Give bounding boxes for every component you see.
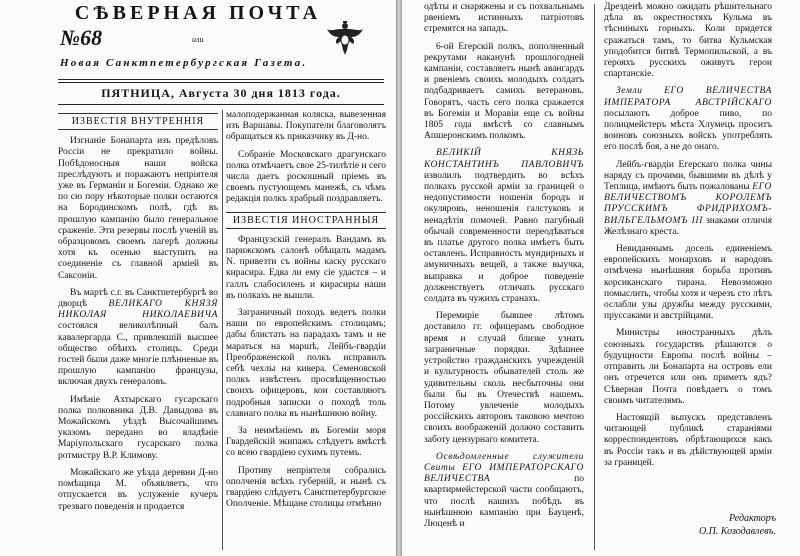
article-paragraph: Имѣніе Ахтырскаго гусарскаго полка полковника Д.В. Давыдова въ Можайскомъ уѣздѣ Высочайшимъ указомъ передано во владѣніе Маріупольскаго гусарскаго полка ротмистру В.Р. Климову.: [58, 394, 218, 461]
article-paragraph: Заграничный походъ ведетъ полки наши по европейскимъ столицамъ; дабы блистать на парадахъ тамъ и не мараться на маршѣ, Лейбъ-гвардіи Преображенской полкъ исправилъ себѣ чехлы на кивера. Семеновской полкъ извѣстенъ просвѣщенностью своихъ офицеровъ, кои составляютъ подробныя записки о походѣ толь славнаго полка въ нынѣшнюю войну.: [226, 308, 386, 419]
article-paragraph: Лейбъ-гвардіи Егерскаго полка чины наряду съ прочими, бывшими въ дѣлѣ у Теплица, имѣютъ быть пожалованы ЕГО ВЕЛИЧЕСТВОМЪ КОРОЛЕМЪ ПРУССКИМЪ ФРИДРИХОМЪ-ВИЛЬГЕЛЬМОМЪ III знаками отличія Желѣзнаго креста.: [604, 159, 773, 237]
article-paragraph: Собраніе Московскаго драгунскаго полка отмѣчаетъ свое 25-тилѣтіе и сего числа даетъ роскошный пріемъ въ своемъ пустующемъ манежѣ, съ чѣмъ редакція полкъ храбрый поздравляетъ.: [226, 149, 386, 205]
article-paragraph: Дрезденѣ можно ожидать рѣшительнаго дѣла въ окрестностяхъ Кульма въ тѣсниныхъ горныхъ. Коли придется сражаться тамъ, то битва Кульмская уподобится битвѣ Термопильской, а въ герояхъ русскихъ оживутъ герои спартанскіе.: [604, 2, 772, 80]
issue-date: ПЯТНИЦА, Августа 30 дня 1813 года.: [101, 86, 341, 100]
title-conjunction: или: [192, 35, 204, 44]
column-divider: [222, 110, 223, 550]
article-paragraph: одѣты и снаряжены и съ похвальнымъ рвеніемъ истинныхъ патріотовъ стремятся на западъ.: [424, 2, 584, 35]
left-column-1: [58, 110, 218, 519]
article-paragraph: Французскій генералъ Вандамъ въ парижскомъ салонѣ обѣщалъ мадамъ N. привезти съ войны каску русскаго кирасира. Едва ли ему сіе удастся – и галлъ слабосиленъ и кирасиры наши въ полкахъ не вышли.: [226, 234, 386, 301]
article-paragraph: За неимѣніемъ въ Богеміи моря Гвардейскій экипажъ слѣдуетъ вмѣстѣ со всею гвардіею сухимъ путемъ.: [226, 426, 386, 459]
issue-number: №68: [60, 25, 103, 50]
left-column-2: [226, 110, 386, 517]
article-paragraph: Перемиріе бывшее лѣтомъ доставило гг. офицерамъ свободное время и случай близке узнать заграничные порядки. Здѣшнее устройство гражданскихъ учрежденій и культурность обывателей столь же удивительны сколь несбыточны они были бы въ Отечествѣ нашемъ. Потому увлеченіе молодыхъ россійскихъ авторовъ таковою мечтою своихъ воображеній должно составить заботу цензурнаго комитета.: [424, 311, 584, 445]
section-heading-domestic: ИЗВЕСТІЯ ВНУТРЕННІЯ: [58, 113, 218, 130]
article-paragraph: Изгнаніе Бонапарта изъ предѣловъ Россіи не прекратило войны. Побѣдоносныя наши войска преслѣдуютъ и поражаютъ непріятеля уже въ Германіи и Богеміи. Однако же по сю пору нѣкоторые полки остаются на Бородинскомъ полѣ, гдѣ въ прошлую кампанію было генеральное сраженіе. Эти резервы послѣ ученій въ образцовомъ своемъ лагерѣ должны хотя къ осенью выступить на соединеніе съ главной арміей въ Саксоніи.: [58, 136, 218, 281]
right-page: [402, 0, 800, 556]
section-heading-foreign: ИЗВЕСТІЯ ИНОСТРАННЫЯ: [226, 212, 386, 229]
article-paragraph: Освѣдомленные служители Свиты ЕГО ИМПЕРАТОРСКАГО ВЕЛИЧЕСТВА по квартирмейстерской части сообщаютъ, что послѣ нашихъ побѣдъ въ нынѣшнюю кампанію при Бауценѣ, Люценѣ и: [424, 451, 585, 529]
article-paragraph: Въ мартѣ с.г. въ Санктпетербургѣ во дворцѣ ВЕЛИКАГО КНЯЗЯ НИКОЛАЯ НИКОЛАЕВИЧА состоялся великолѣпный балъ кавалергарда С., привлекшій высшее общество обѣихъ столицъ. Среди гостей были даже многіе плѣнненые въ прошлую кампанію французы, включая двухъ генераловъ.: [58, 287, 218, 388]
article-paragraph: 6-ой Егерскій полкъ, пополненный рекрутами наканунѣ прошлогодней кампаніи, составляетъ нынѣ авангардъ и рвеніемъ своихъ молодыхъ солдатъ подбадриваетъ самихъ ветерановъ. Говорятъ, часть сего полка сражается въ Богеміи и Моравіи еще съ войны 1805 года вмѣстѣ со славнымъ Апшеронскимъ полкомъ.: [424, 41, 584, 142]
masthead-rule-top2: [58, 82, 384, 83]
right-column-2: [604, 2, 772, 475]
article-paragraph: Противу непріятеля собрались ополченія всѣхъ губерній, и нынѣ съ гвардіею слѣдуетъ Санктпетербургское Ополченіе. Мѣщане столицы отмѣнно: [226, 465, 386, 510]
masthead-rule-top: [58, 79, 384, 80]
right-column-1: [424, 2, 584, 536]
editor-signature: [608, 512, 776, 538]
article-paragraph: Министры иностранныхъ дѣлъ союзныхъ государствъ рѣшаются о будущности Европы послѣ войны – отправить ли Бонапарта на островъ ели онъ отречется или онъ приметъ ядъ? Сѣверная Почта повѣдаетъ о томъ своимъ читателямъ.: [604, 328, 772, 406]
imperial-eagle-icon: [325, 20, 365, 56]
newspaper-subtitle: Новая Санктпетербургская Газета.: [60, 57, 308, 69]
editor-role: Редакторъ: [729, 513, 776, 524]
article-paragraph: Настоящій выпускъ представленъ читающей публикѣ стараніями корреспондентовъ обрѣтающихся какъ въ Россіи такъ и въ дѣйствующей арміи за границей.: [604, 412, 772, 468]
article-paragraph: малоподержанная коляска, вывезенная изъ Варшавы. Покупатели благоволятъ обращаться къ приказчику въ Д-но.: [226, 110, 386, 143]
newspaper-title: СѢВЕРНАЯ ПОЧТА: [74, 2, 322, 24]
left-page: [0, 0, 396, 556]
editor-name: О.П. Козодавлевъ.: [698, 526, 776, 537]
article-paragraph: Земли ЕГО ВЕЛИЧЕСТВА ИМПЕРАТОРА АВСТРІЙСКАГО посылаютъ доброе пиво, по полицмейстеръ мѣста Хлумецъ проситъ воиновъ союзныхъ войскъ употреблять его послѣ боя, а не до онаго.: [604, 86, 772, 153]
masthead-rule-bottom: [58, 104, 384, 105]
article-paragraph: Невиданнымъ досель единеніемъ европейскихъ монарховъ и народовъ отмѣчена нынѣшняя борьба противъ корсиканскаго тирана. Невозможно помыслить, чтобы хотя и черезъ сто лѣтъ ослабли узы дружбы между русскими, пруссаками и австрійцами.: [604, 244, 772, 322]
article-paragraph: Можайскаго же уѣзда деревни Д-но помѣщица М. объявляетъ, что отпускается въ услуженіе кучеръ трезваго поведенія и продается: [58, 467, 218, 512]
column-divider: [594, 4, 595, 550]
article-paragraph: ВЕЛИКІЙ КНЯЗЬ КОНСТАНТИНЪ ПАВЛОВИЧЪ изволилъ подтвердить во всѣхъ полкахъ русской арміи за границей о недопустимости ношенія бородъ и окуляровъ, неношенія галстуковъ и ненадѣтія помочей. Равно пагубный обычай современности переодѣваться въ платье другого полка имѣетъ быть оставленъ. Исправность мундирныхъ и амуничныхъ вещей, а также выучка, выправка и доброе поведеніе долженствуетъ отличать русскаго солдата въ чужихъ странахъ.: [424, 148, 584, 305]
